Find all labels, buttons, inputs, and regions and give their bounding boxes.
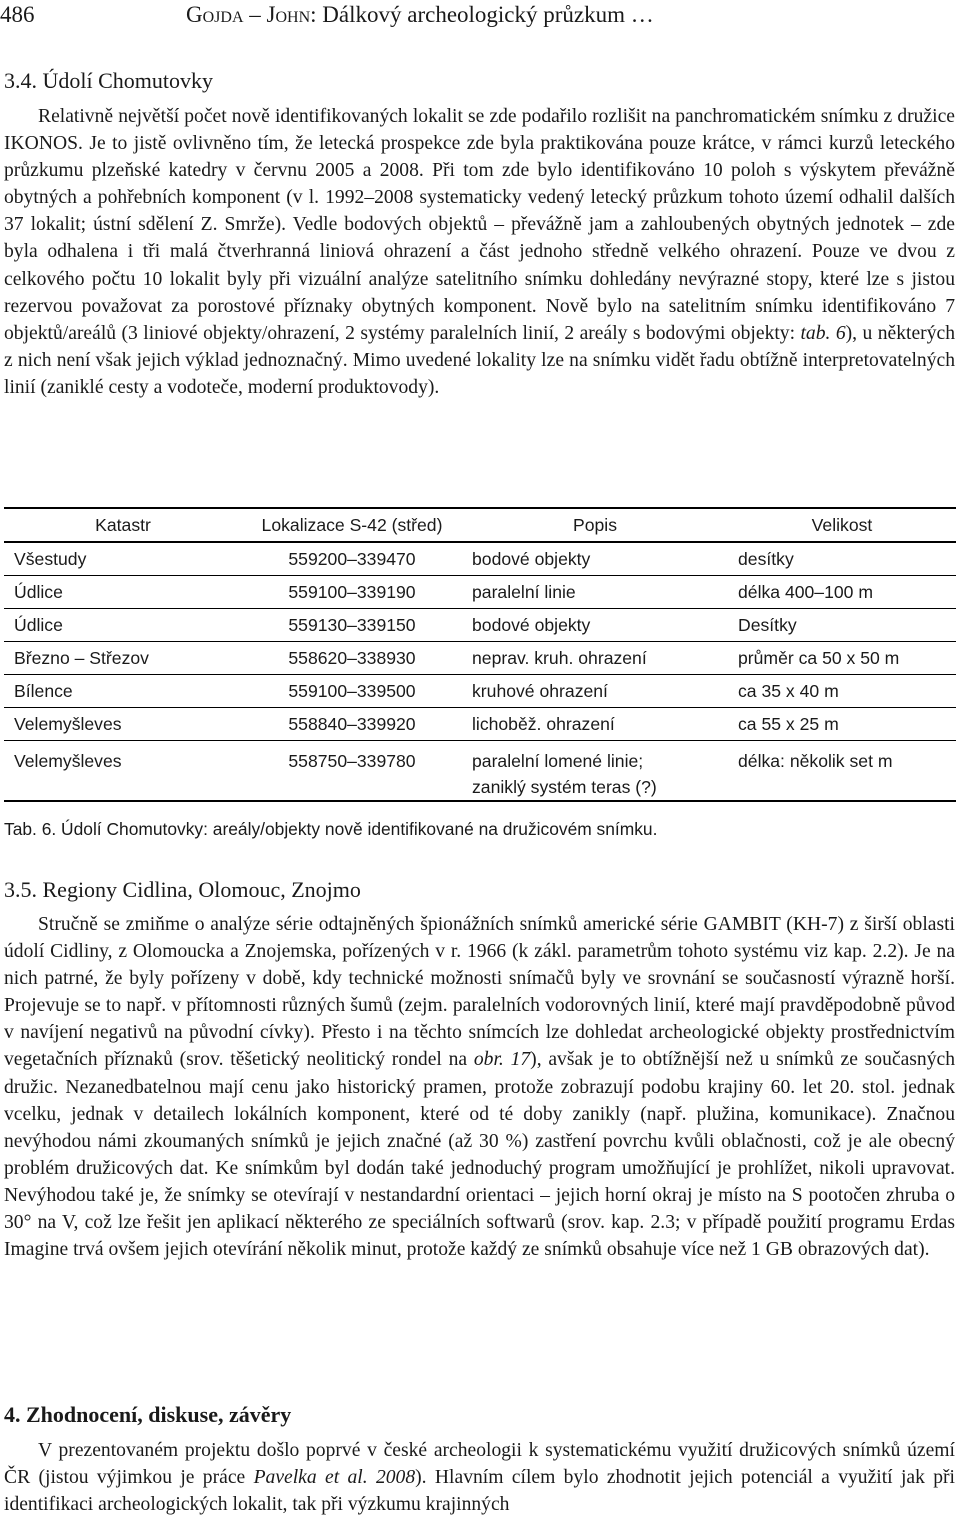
col-header-katastr: Katastr <box>4 508 242 542</box>
lokality-table <box>4 507 956 802</box>
cell-popis: bodové objekty <box>462 609 728 642</box>
cell-velikost: průměr ca 50 x 50 m <box>728 642 956 675</box>
cell-katastr: Bílence <box>4 675 242 708</box>
cell-katastr: Údlice <box>4 576 242 609</box>
cell-popis: lichoběž. ohrazení <box>462 708 728 741</box>
col-header-lokalizace: Lokalizace S-42 (střed) <box>242 508 462 542</box>
paragraph-3-5-text: Stručně se zmiňme o analýze série odtajněných špionážních snímků americké série GAMBIT (KH-7) z širší oblasti údolí Cidliny, z Olomoucka a Znojemska, pořízených v r. 1966 (k zákl. parametrům tohoto systému viz kap. 2.2). Je na nich patrné, že byly pořízeny v době, kdy technické možnosti snímačů byly ve srovnání se současností výrazně horší. Projevuje se to např. v přítomnosti různých šumů (zejm. paralelních vodorovných linií, které mají pravděpodobně původ v navíjení negativů na původní cívky). Přesto i na těchto snímcích lze dohledat archeologické objekty prostřednictvím vegetačních příznaků (srov. těšetický neolitický rondel na <box>4 914 955 1071</box>
cell-lokalizace: 559100–339190 <box>242 576 462 609</box>
cell-lokalizace: 558620–338930 <box>242 642 462 675</box>
cell-popis-line-2: zaniklý systém teras (?) <box>472 777 657 797</box>
cell-lokalizace: 559200–339470 <box>242 542 462 576</box>
table-reference: tab. 6 <box>800 322 846 344</box>
cell-katastr: Březno – Střezov <box>4 642 242 675</box>
cell-velikost: ca 35 x 40 m <box>728 675 956 708</box>
cell-katastr: Velemyšleves <box>4 708 242 741</box>
cell-velikost: desítky <box>728 542 956 576</box>
paragraph-3-5-text-end: ), avšak je to obtížnější než u snímků ze současných družic. Nezanedbatelnou mají cenu jako historický pramen, protože zobrazují podobu krajiny 60. let 20. stol. jednak vcelku, jednak v detailech lokálních komponent, které od té doby zanikly (např. plužina, komunikace). Značnou nevýhodou námi zkoumaných snímků je jejich značné (až 30 %) zastření povrchu kvůli oblačnosti, což je ale obecný problém družicových dat. Ke snímkům byl dodán také jednoduchý program umožňující je prohlížet, nikoli upravovat. Nevýhodou také je, že snímky se otevírají v nestandardní orientaci – jejich horní okraj je místo na S pootočen zhruba o 30° na V, což lze řešit jen aplikací některého ze speciálních softwarů (srov. kap. 2.3; v případě použití programu Erdas Imagine trvá ovšem jejich otevírání několik minut, protože každý ze snímků obsahuje více než 1 GB obrazových dat). <box>4 1049 956 1261</box>
cell-lokalizace: 558750–339780 <box>242 741 462 802</box>
table-row <box>4 675 956 708</box>
table-row <box>4 609 956 642</box>
section-heading-3-4: 3.4. Údolí Chomutovky <box>4 68 214 93</box>
author-dash: – <box>249 2 261 27</box>
paragraph-4-text-end: ). Hlavním cílem bylo zhodnotit jejich potenciál a využití jak při identifikaci archeologických lokalit, tak při výzkumu krajinných <box>4 1467 956 1516</box>
table-row <box>4 642 956 675</box>
col-header-popis: Popis <box>462 508 728 542</box>
paragraph-3-4-text: Relativně největší počet nově identifikovaných lokalit se zde podařilo rozlišit na panchromatickém snímku z družice IKONOS. Je to jistě ovlivněno tím, že letecká prospekce zde byla praktikována pouze krátce, v rámci kurzů leteckého průzkumu plzeňské katedry v červnu 2005 a 2008. Při tom zde bylo identifikováno 10 poloh s výskytem převážně obytných a pohřebních komponent (v l. 1992–2008 systematicky vedený letecký průzkum tohoto území odhalil dalších 37 lokalit; ústní sdělení Z. Smrže). Vedle bodových objektů – převážně jam a zahloubených obytných jednotek – zde byla odhalena i tři malá čtverhranná liniová ohrazení a část jednoho středně velkého ohrazení. Pouze ve dvou z celkového počtu 10 lokalit byly při vizuální analýze satelitního snímku dohledány nevýrazné stopy, které lze s jistou rezervou považovat za porostové příznaky obytných komponent. Nově bylo na satelitním snímku identifikováno 7 objektů/areálů (3 liniové objekty/ohrazení, 2 systémy paralelních linií, 2 areály s bodovými objekty: <box>4 106 955 344</box>
cell-popis <box>462 741 728 802</box>
article-title: Dálkový archeologický průzkum … <box>322 2 654 27</box>
table-row <box>4 741 956 802</box>
cell-lokalizace: 559100–339500 <box>242 675 462 708</box>
paragraph-4 <box>4 1437 955 1518</box>
paragraph-3-4 <box>4 103 955 401</box>
cell-katastr: Velemyšleves <box>4 741 242 802</box>
paragraph-4-text: V prezentovaném projektu došlo poprvé v české archeologii k systematickému využití družicových snímků území ČR (jistou výjimkou je práce <box>4 1440 955 1489</box>
cell-velikost: délka: několik set m <box>728 741 956 802</box>
cell-popis: neprav. kruh. ohrazení <box>462 642 728 675</box>
figure-reference: obr. 17 <box>473 1049 531 1071</box>
table-row <box>4 708 956 741</box>
col-header-velikost: Velikost <box>728 508 956 542</box>
cell-lokalizace: 558840–339920 <box>242 708 462 741</box>
paragraph-3-4-text-end: ), u některých z nich není však jejich výklad jednoznačný. Mimo uvedené lokality lze na snímku vidět řadu obtížně interpretovatelných linií (zaniklé cesty a vodoteče, moderní produktovody). <box>4 322 955 398</box>
section-heading-3-5: 3.5. Regiony Cidlina, Olomouc, Znojmo <box>4 877 361 902</box>
citation-reference: Pavelka et al. 2008 <box>253 1467 416 1489</box>
table-caption: Tab. 6. Údolí Chomutovky: areály/objekty nově identifikované na družicovém snímku. <box>4 819 658 839</box>
cell-lokalizace: 559130–339150 <box>242 609 462 642</box>
cell-velikost: Desítky <box>728 609 956 642</box>
table-header-row <box>4 508 956 542</box>
author-john: John: <box>266 2 317 27</box>
page-number: 486 <box>0 2 35 27</box>
cell-katastr: Všestudy <box>4 542 242 576</box>
cell-popis: kruhové ohrazení <box>462 675 728 708</box>
cell-popis-line-1: paralelní lomené linie; <box>472 751 644 771</box>
paragraph-3-5 <box>4 911 955 1263</box>
running-header <box>0 0 960 30</box>
cell-popis: paralelní linie <box>462 576 728 609</box>
author-gojda: Gojda <box>186 2 244 27</box>
cell-popis: bodové objekty <box>462 542 728 576</box>
section-heading-4: 4. Zhodnocení, diskuse, závěry <box>4 1402 292 1427</box>
cell-velikost: ca 55 x 25 m <box>728 708 956 741</box>
table-row <box>4 542 956 576</box>
cell-katastr: Údlice <box>4 609 242 642</box>
cell-velikost: délka 400–100 m <box>728 576 956 609</box>
table-row <box>4 576 956 609</box>
running-title <box>186 0 654 30</box>
